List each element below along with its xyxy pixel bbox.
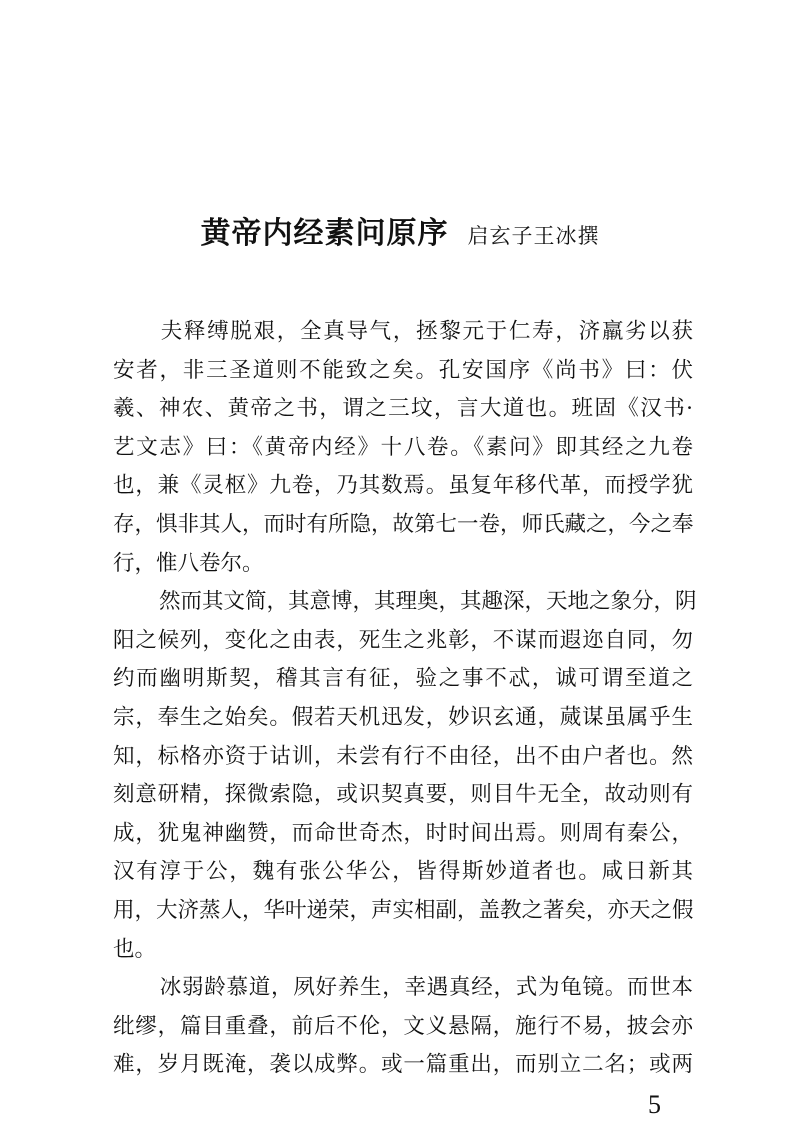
text-line: 用，大济蒸人，华叶递荣，声实相副，盖教之著矣，亦天之假: [113, 897, 694, 923]
text-line: 也，兼《灵枢》九卷，乃其数焉。虽复年移代革，而授学犹: [113, 473, 693, 499]
text-line: 阳之候列，变化之由表，死生之兆彰，不谋而遐迩自同，勿: [113, 627, 693, 653]
text-line: 冰弱龄慕道，夙好养生，幸遇真经，式为龟镜。而世本: [159, 975, 693, 1001]
text-line: 难，岁月既淹，袭以成弊。或一篇重出，而别立二名；或两: [113, 1052, 693, 1078]
page-title: 黄帝内经素问原序: [200, 216, 449, 251]
body-text: [113, 313, 697, 1085]
text-line: 知，标格亦资于诂训，未尝有行不由径，出不由户者也。然: [113, 743, 693, 769]
text-line: 纰缪，篇目重叠，前后不伦，文义悬隔，施行不易，披会亦: [113, 1013, 693, 1039]
text-line: 安者，非三圣道则不能致之矣。孔安国序《尚书》曰：伏: [113, 357, 693, 383]
text-line: 艺文志》曰：《黄帝内经》十八卷。《素问》即其经之九卷: [113, 434, 693, 460]
text-line: 汉有淳于公，魏有张公华公，皆得斯妙道者也。咸日新其: [113, 859, 693, 885]
text-line: 然而其文简，其意博，其理奥，其趣深，天地之象分，阴: [159, 589, 697, 615]
text-line: 宗，奉生之始矣。假若天机迅发，妙识玄通，蒇谋虽属乎生: [113, 704, 693, 730]
text-line: 刻意研精，探微索隐，或识契真要，则目牛无全，故动则有: [113, 782, 693, 808]
text-line: 羲、神农、黄帝之书，谓之三坟，言大道也。班固《汉书·: [113, 396, 693, 422]
author-credit: 启玄子王冰撰: [467, 224, 600, 248]
text-line: 夫释缚脱艰，全真导气，拯黎元于仁寿，济羸劣以获: [159, 319, 693, 344]
page-title-block: [0, 208, 800, 252]
text-line: 约而幽明斯契，稽其言有征，验之事不忒，诚可谓至道之: [113, 666, 693, 692]
text-line: 成，犹鬼神幽赞，而命世奇杰，时时间出焉。则周有秦公，: [113, 820, 693, 846]
text-line: 行，惟八卷尔。: [113, 550, 264, 576]
page-number: 5: [648, 1090, 661, 1119]
text-line: 存，惧非其人，而时有所隐，故第七一卷，师氏藏之，今之奉: [113, 511, 694, 537]
text-line: 也。: [113, 936, 157, 962]
